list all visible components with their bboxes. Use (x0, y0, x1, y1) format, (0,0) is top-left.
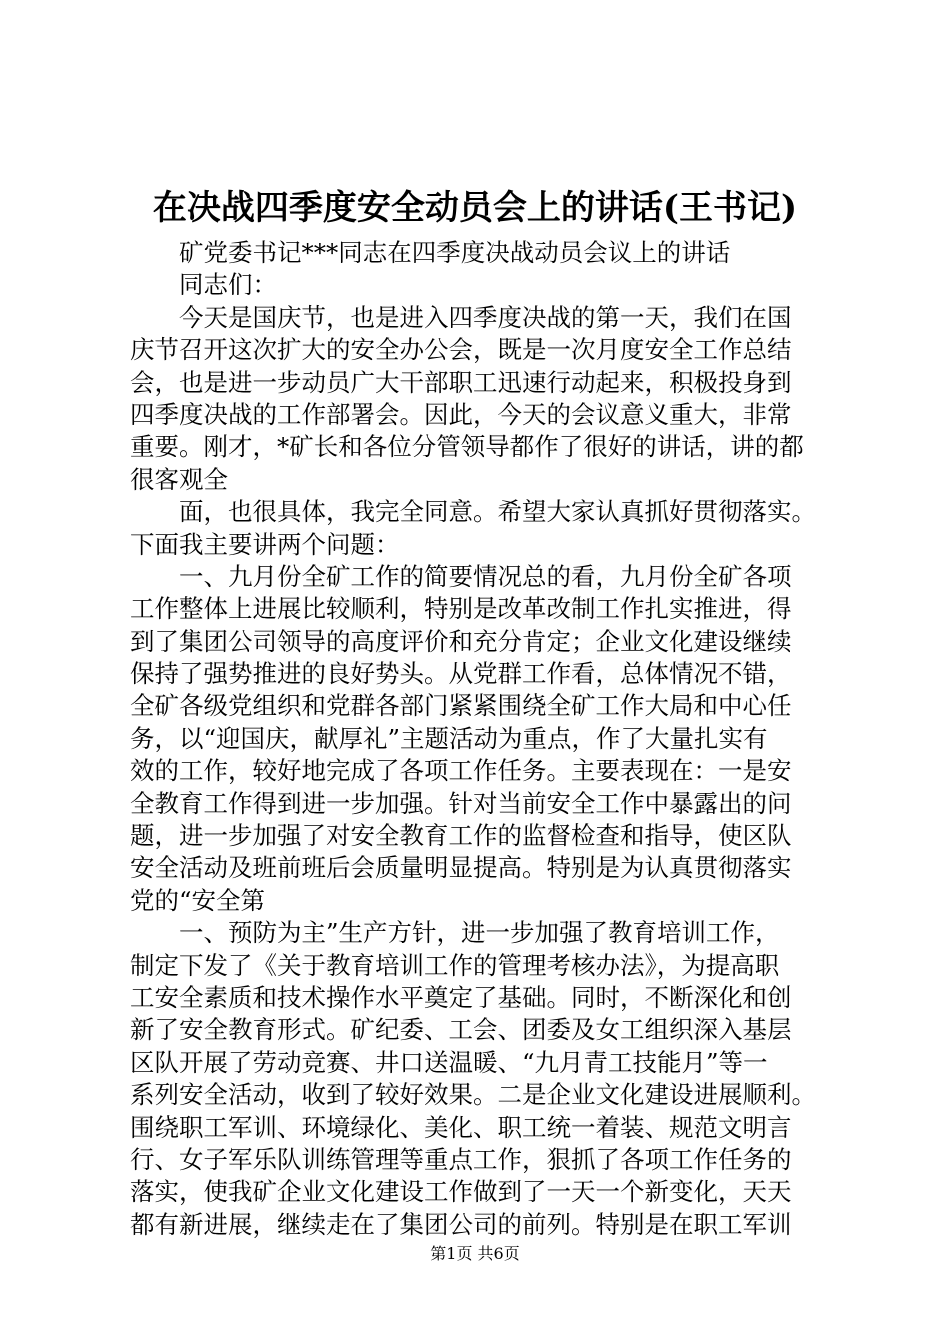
body-line: 都有新进展，继续走在了集团公司的前列。特别是在职工军训 (130, 1209, 792, 1239)
body-line: 四季度决战的工作部署会。因此，今天的会议意义重大，非常 (130, 399, 792, 429)
body-line: 安全活动及班前班后会质量明显提高。特别是为认真贯彻落实 (130, 853, 792, 883)
body-line: 很客观全 (130, 464, 228, 494)
body-line: 一、九月份全矿工作的简要情况总的看，九月份全矿各项 (179, 561, 792, 591)
body-line: 党的“安全第 (130, 885, 266, 915)
page-footer: 第1页 共6页 (430, 1244, 520, 1263)
body-line: 全教育工作得到进一步加强。针对当前安全工作中暴露出的问 (130, 788, 792, 818)
body-line: 工安全素质和技术操作水平奠定了基础。同时，不断深化和创 (130, 982, 792, 1012)
body-line: 会，也是进一步动员广大干部职工迅速行动起来，积极投身到 (130, 367, 792, 397)
body-line: 新了安全教育形式。矿纪委、工会、团委及女工组织深入基层 (130, 1015, 792, 1045)
body-line: 务，以“迎国庆，献厚礼”主题活动为重点，作了大量扎实有 (130, 723, 768, 753)
body-line: 全矿各级党组织和党群各部门紧紧围绕全矿工作大局和中心任 (130, 691, 792, 721)
document-body (130, 237, 830, 1241)
body-line: 围绕职工军训、环境绿化、美化、职工统一着装、规范文明言 (130, 1112, 792, 1142)
body-line: 矿党委书记***同志在四季度决战动员会议上的讲话 (179, 238, 731, 267)
body-line: 保持了强势推进的良好势头。从党群工作看，总体情况不错， (130, 659, 792, 689)
body-line: 题，进一步加强了对安全教育工作的监督检查和指导，使区队 (130, 821, 792, 851)
body-line: 庆节召开这次扩大的安全办公会，既是一次月度安全工作总结 (130, 335, 792, 365)
body-line: 工作整体上进展比较顺利，特别是改革改制工作扎实推进，得 (130, 594, 792, 624)
body-line: 行、女子军乐队训练管理等重点工作，狠抓了各项工作任务的 (130, 1144, 792, 1174)
body-line: 面，也很具体，我完全同意。希望大家认真抓好贯彻落实。 (179, 497, 816, 527)
body-line: 同志们： (179, 270, 277, 300)
body-line: 重要。刚才，*矿长和各位分管领导都作了很好的讲话，讲的都 (130, 432, 804, 462)
body-line: 一、预防为主”生产方针，进一步加强了教育培训工作， (179, 918, 780, 948)
body-line: 到了集团公司领导的高度评价和充分肯定；企业文化建设继续 (130, 626, 792, 656)
body-line: 区队开展了劳动竞赛、井口送温暖、“九月青工技能月”等一 (130, 1047, 768, 1077)
body-line: 效的工作，较好地完成了各项工作任务。主要表现在：一是安 (130, 756, 792, 786)
body-line: 系列安全活动，收到了较好效果。二是企业文化建设进展顺利。 (130, 1080, 816, 1110)
body-line: 制定下发了《关于教育培训工作的管理考核办法》，为提高职 (130, 950, 780, 980)
body-line: 今天是国庆节，也是进入四季度决战的第一天，我们在国 (179, 302, 792, 332)
document-title: 在决战四季度安全动员会上的讲话(王书记) (152, 188, 798, 228)
body-line: 落实，使我矿企业文化建设工作做到了一天一个新变化，天天 (130, 1177, 792, 1207)
body-line: 下面我主要讲两个问题： (130, 529, 400, 559)
